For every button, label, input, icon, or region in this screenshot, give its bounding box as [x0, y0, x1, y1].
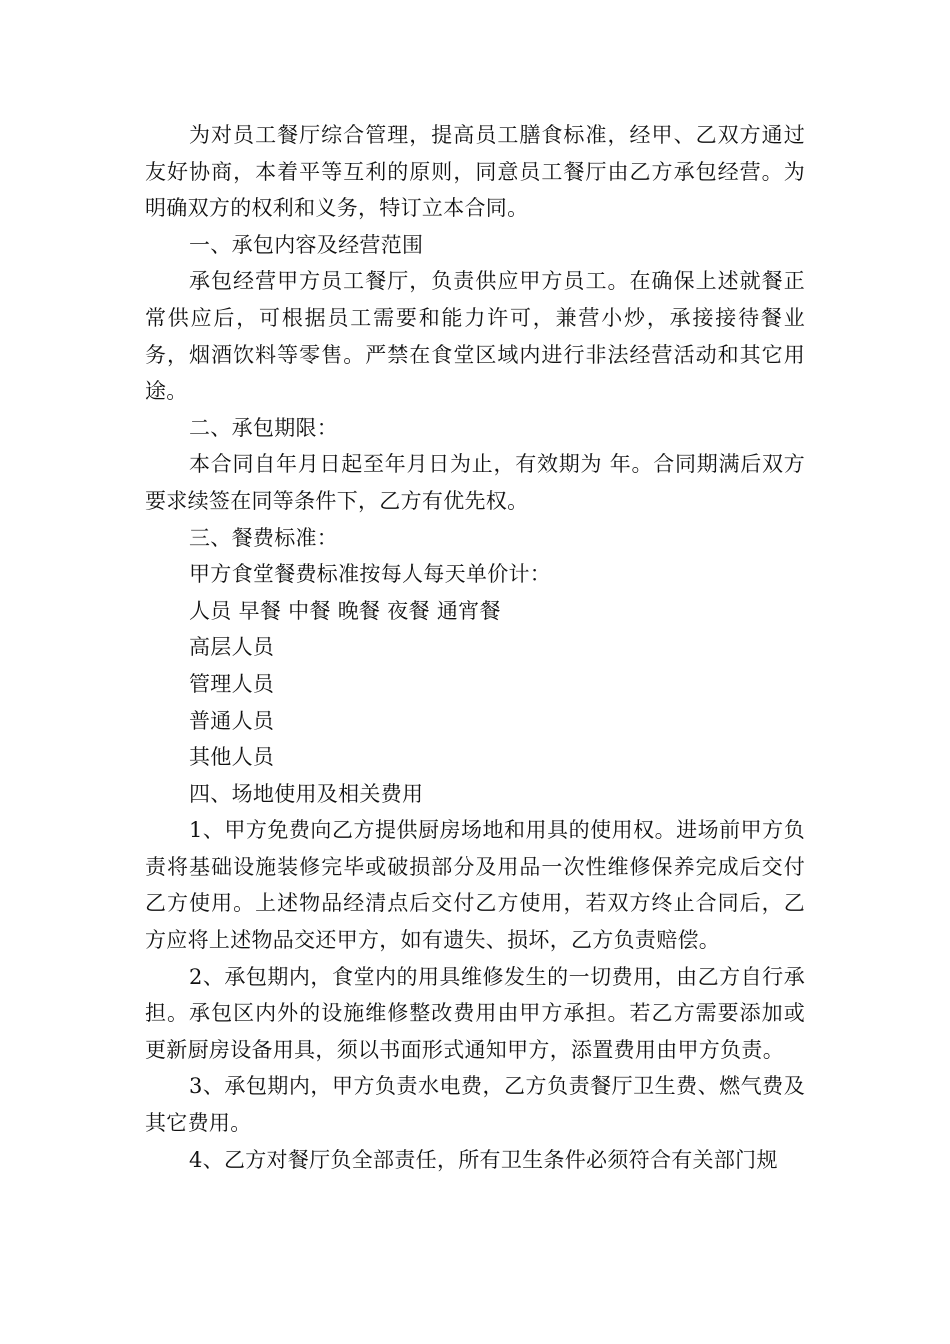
clause-1-paragraph: 1、甲方免费向乙方提供厨房场地和用具的使用权。进场前甲方负责将基础设施装修完毕或破损部分及用品一次性维修保养完成后交付乙方使用。上述物品经清点后交付乙方使用，若双方终止合同后，乙方应将上述物品交还甲方，如有遗失、损坏，乙方负责赔偿。 [145, 818, 805, 953]
clause-2-paragraph: 2、承包期内，食堂内的用具维修发生的一切费用，由乙方自行承担。承包区内外的设施维修整改费用由甲方承担。若乙方需要添加或更新厨房设备用具，须以书面形式通知甲方，添置费用由甲方负责。 [145, 964, 805, 1062]
term-paragraph: 本合同自年月日起至年月日为止，有效期为 年。合同期满后双方要求续签在同等条件下，乙方有优先权。 [145, 452, 805, 513]
clause-3-paragraph: 3、承包期内，甲方负责水电费，乙方负责餐厅卫生费、燃气费及其它费用。 [145, 1074, 805, 1136]
fee-row-senior: 高层人员 [189, 635, 275, 660]
fee-row-management: 管理人员 [189, 671, 275, 696]
section-heading-3: 三、餐费标准： [189, 525, 339, 550]
contract-body [145, 117, 805, 1178]
section-heading-1: 一、承包内容及经营范围 [189, 232, 424, 257]
fee-row-other: 其他人员 [189, 745, 275, 770]
fee-standard-line: 甲方食堂餐费标准按每人每天单价计： [189, 562, 552, 587]
section-heading-2: 二、承包期限： [189, 415, 339, 440]
fee-row-regular: 普通人员 [189, 708, 275, 733]
clause-4-paragraph: 4、乙方对餐厅负全部责任，所有卫生条件必须符合有关部门规 [189, 1147, 778, 1172]
intro-paragraph: 为对员工餐厅综合管理，提高员工膳食标准，经甲、乙双方通过友好协商，本着平等互利的原则，同意员工餐厅由乙方承包经营。为明确双方的权利和义务，特订立本合同。 [145, 123, 805, 221]
scope-paragraph: 承包经营甲方员工餐厅，负责供应甲方员工。在确保上述就餐正常供应后，可根据员工需要和能力许可，兼营小炒，承接接待餐业务，烟酒饮料等零售。严禁在食堂区域内进行非法经营活动和其它用途。 [145, 269, 805, 404]
fee-table-header: 人员 早餐 中餐 晚餐 夜餐 通宵餐 [189, 598, 501, 623]
section-heading-4: 四、场地使用及相关费用 [189, 781, 424, 806]
